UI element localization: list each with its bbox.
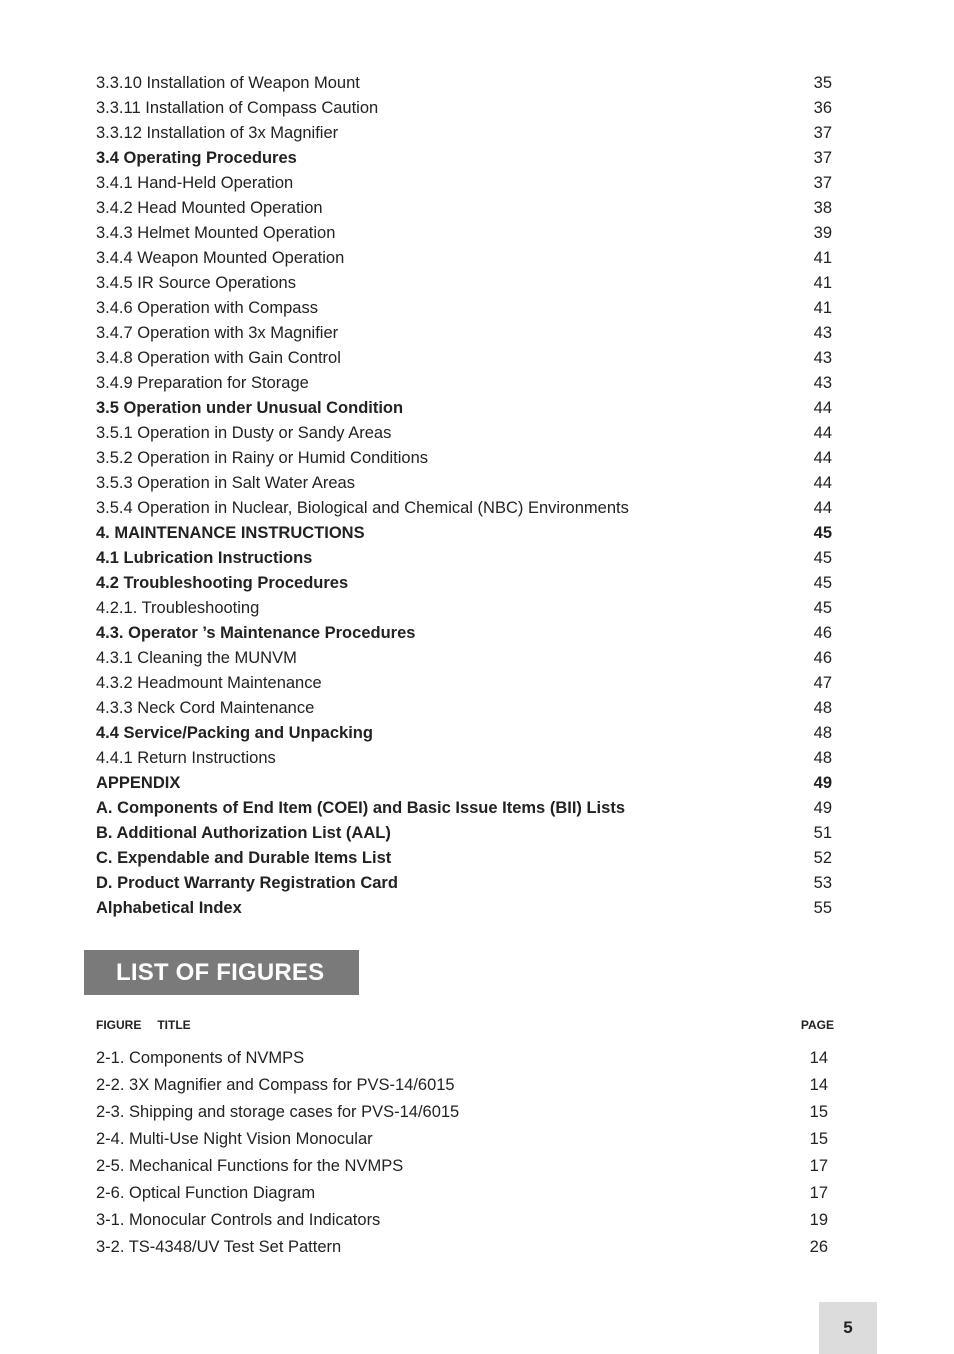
toc-entry-title: 4. MAINTENANCE INSTRUCTIONS: [96, 524, 365, 542]
toc-entry-title: 3.4.1 Hand-Held Operation: [96, 174, 294, 192]
toc-entry[interactable]: [96, 246, 832, 271]
figure-entry[interactable]: [96, 1234, 828, 1261]
toc-entry[interactable]: [96, 721, 832, 746]
toc-entry-title: 3.4.9 Preparation for Storage: [96, 374, 309, 392]
toc-entry-page: 48: [813, 724, 832, 742]
toc-entry[interactable]: [96, 871, 832, 896]
toc-entry-title: B. Additional Authorization List (AAL): [96, 824, 391, 842]
toc-entry-title: 3.5.1 Operation in Dusty or Sandy Areas: [96, 424, 392, 442]
figure-entry[interactable]: [96, 1045, 828, 1072]
toc-entry-title: 3.5.4 Operation in Nuclear, Biological and Chemical (NBC) Environments: [96, 499, 629, 517]
toc-entry[interactable]: [96, 771, 832, 796]
toc-entry[interactable]: [96, 621, 832, 646]
figure-entry-title: 3-1. Monocular Controls and Indicators: [96, 1211, 381, 1229]
toc-entry[interactable]: [96, 271, 832, 296]
toc-entry-page: 52: [813, 849, 832, 867]
toc-entry-title: 3.4 Operating Procedures: [96, 149, 297, 167]
figure-entry-title: 3-2. TS-4348/UV Test Set Pattern: [96, 1238, 342, 1256]
toc-entry-page: 35: [813, 74, 832, 92]
toc-entry-title: 4.3. Operator ’s Maintenance Procedures: [96, 624, 416, 642]
toc-entry-title: 4.2 Troubleshooting Procedures: [96, 574, 349, 592]
toc-entry-page: 55: [813, 899, 832, 917]
figure-entry-title: 2-2. 3X Magnifier and Compass for PVS-14/6015: [96, 1076, 455, 1094]
toc-entry-title: Alphabetical Index: [96, 899, 242, 917]
toc-entry-page: 46: [813, 624, 832, 642]
figure-entry-page: 19: [809, 1211, 828, 1229]
toc-entry-page: 41: [813, 249, 832, 267]
figure-entry[interactable]: [96, 1126, 828, 1153]
figure-entry-page: 14: [809, 1049, 828, 1067]
toc-entry[interactable]: [96, 571, 832, 596]
toc-entry-page: 37: [813, 174, 832, 192]
title-column-header: TITLE: [157, 1018, 191, 1032]
toc-entry[interactable]: [96, 671, 832, 696]
toc-entry-page: 41: [813, 299, 832, 317]
figure-entry[interactable]: [96, 1207, 828, 1234]
toc-entry[interactable]: [96, 346, 832, 371]
toc-entry-page: 44: [813, 474, 832, 492]
toc-entry-page: 46: [813, 649, 832, 667]
toc-entry-title: 3.4.7 Operation with 3x Magnifier: [96, 324, 339, 342]
list-of-figures: [96, 1045, 828, 1261]
toc-entry-page: 49: [813, 799, 832, 817]
list-of-figures-heading: [84, 950, 359, 995]
toc-entry-page: 48: [813, 749, 832, 767]
toc-entry-page: 44: [813, 424, 832, 442]
toc-entry[interactable]: [96, 71, 832, 96]
toc-entry-page: 38: [813, 199, 832, 217]
toc-entry-title: 3.5.3 Operation in Salt Water Areas: [96, 474, 355, 492]
toc-entry[interactable]: [96, 546, 832, 571]
toc-entry-title: D. Product Warranty Registration Card: [96, 874, 398, 892]
page-number-box: [819, 1302, 877, 1354]
toc-entry-page: 43: [813, 324, 832, 342]
toc-entry[interactable]: [96, 521, 832, 546]
figure-entry-page: 17: [809, 1157, 828, 1175]
toc-entry[interactable]: [96, 221, 832, 246]
figure-entry-page: 15: [809, 1130, 828, 1148]
toc-entry-title: A. Components of End Item (COEI) and Basic Issue Items (BII) Lists: [96, 799, 625, 817]
toc-entry-title: 4.3.2 Headmount Maintenance: [96, 674, 322, 692]
figure-entry-title: 2-6. Optical Function Diagram: [96, 1184, 316, 1202]
toc-entry-title: APPENDIX: [96, 774, 181, 792]
toc-entry[interactable]: [96, 846, 832, 871]
toc-entry-title: 3.4.3 Helmet Mounted Operation: [96, 224, 336, 242]
toc-entry-page: 39: [813, 224, 832, 242]
table-of-contents: [96, 71, 832, 921]
toc-entry[interactable]: [96, 696, 832, 721]
toc-entry-title: 3.4.8 Operation with Gain Control: [96, 349, 341, 367]
list-of-figures-column-headers: [96, 1018, 834, 1032]
toc-entry[interactable]: [96, 796, 832, 821]
toc-entry[interactable]: [96, 171, 832, 196]
toc-entry[interactable]: [96, 471, 832, 496]
toc-entry-title: C. Expendable and Durable Items List: [96, 849, 392, 867]
toc-entry-page: 48: [813, 699, 832, 717]
toc-entry[interactable]: [96, 496, 832, 521]
toc-entry-page: 45: [813, 524, 832, 542]
toc-entry-title: 3.4.4 Weapon Mounted Operation: [96, 249, 345, 267]
toc-entry[interactable]: [96, 371, 832, 396]
header-left-group: [96, 1018, 191, 1032]
figure-entry-page: 14: [809, 1076, 828, 1094]
toc-entry-page: 44: [813, 449, 832, 467]
page-number: 5: [843, 1318, 853, 1337]
toc-entry[interactable]: [96, 196, 832, 221]
toc-entry-page: 53: [813, 874, 832, 892]
figure-entry[interactable]: [96, 1153, 828, 1180]
figure-entry[interactable]: [96, 1099, 828, 1126]
figure-entry[interactable]: [96, 1180, 828, 1207]
toc-entry[interactable]: [96, 446, 832, 471]
toc-entry-page: 43: [813, 374, 832, 392]
toc-entry-title: 4.4 Service/Packing and Unpacking: [96, 724, 373, 742]
toc-entry[interactable]: [96, 321, 832, 346]
figure-entry-title: 2-3. Shipping and storage cases for PVS-14/6015: [96, 1103, 460, 1121]
toc-entry-page: 44: [813, 399, 832, 417]
toc-entry-page: 37: [813, 124, 832, 142]
toc-entry[interactable]: [96, 646, 832, 671]
toc-entry-title: 3.3.12 Installation of 3x Magnifier: [96, 124, 339, 142]
list-of-figures-title: LIST OF FIGURES: [116, 958, 325, 986]
toc-entry-title: 4.2.1. Troubleshooting: [96, 599, 260, 617]
figure-entry-page: 15: [809, 1103, 828, 1121]
toc-entry-page: 45: [813, 574, 832, 592]
toc-entry-title: 4.3.1 Cleaning the MUNVM: [96, 649, 297, 667]
toc-entry[interactable]: [96, 121, 832, 146]
toc-entry[interactable]: [96, 421, 832, 446]
figure-entry-title: 2-4. Multi-Use Night Vision Monocular: [96, 1130, 373, 1148]
toc-entry-page: 45: [813, 549, 832, 567]
figure-entry-title: 2-5. Mechanical Functions for the NVMPS: [96, 1157, 404, 1175]
toc-entry-title: 3.5 Operation under Unusual Condition: [96, 399, 404, 417]
toc-entry[interactable]: [96, 396, 832, 421]
toc-entry-page: 51: [813, 824, 832, 842]
toc-entry[interactable]: [96, 746, 832, 771]
figure-entry-title: 2-1. Components of NVMPS: [96, 1049, 305, 1067]
toc-entry[interactable]: [96, 596, 832, 621]
toc-entry-title: 4.1 Lubrication Instructions: [96, 549, 313, 567]
toc-entry-page: 41: [813, 274, 832, 292]
toc-entry-page: 47: [813, 674, 832, 692]
toc-entry[interactable]: [96, 96, 832, 121]
toc-entry-title: 4.4.1 Return Instructions: [96, 749, 276, 767]
toc-entry-page: 49: [813, 774, 832, 792]
toc-entry-title: 4.3.3 Neck Cord Maintenance: [96, 699, 315, 717]
toc-entry-page: 43: [813, 349, 832, 367]
toc-entry[interactable]: [96, 896, 832, 921]
toc-entry[interactable]: [96, 821, 832, 846]
toc-entry-title: 3.3.11 Installation of Compass Caution: [96, 99, 379, 117]
figure-column-header: FIGURE: [96, 1018, 142, 1032]
toc-entry-page: 45: [813, 599, 832, 617]
toc-entry-title: 3.4.6 Operation with Compass: [96, 299, 318, 317]
toc-entry-page: 37: [813, 149, 832, 167]
toc-entry-title: 3.4.2 Head Mounted Operation: [96, 199, 323, 217]
figure-entry-page: 26: [809, 1238, 828, 1256]
figure-entry-page: 17: [809, 1184, 828, 1202]
page-column-header: PAGE: [800, 1018, 834, 1032]
toc-entry-page: 36: [813, 99, 832, 117]
toc-entry-title: 3.4.5 IR Source Operations: [96, 274, 296, 292]
toc-entry-title: 3.3.10 Installation of Weapon Mount: [96, 74, 360, 92]
figure-entry[interactable]: [96, 1072, 828, 1099]
toc-entry[interactable]: [96, 296, 832, 321]
toc-entry[interactable]: [96, 146, 832, 171]
toc-entry-page: 44: [813, 499, 832, 517]
toc-entry-title: 3.5.2 Operation in Rainy or Humid Conditions: [96, 449, 429, 467]
